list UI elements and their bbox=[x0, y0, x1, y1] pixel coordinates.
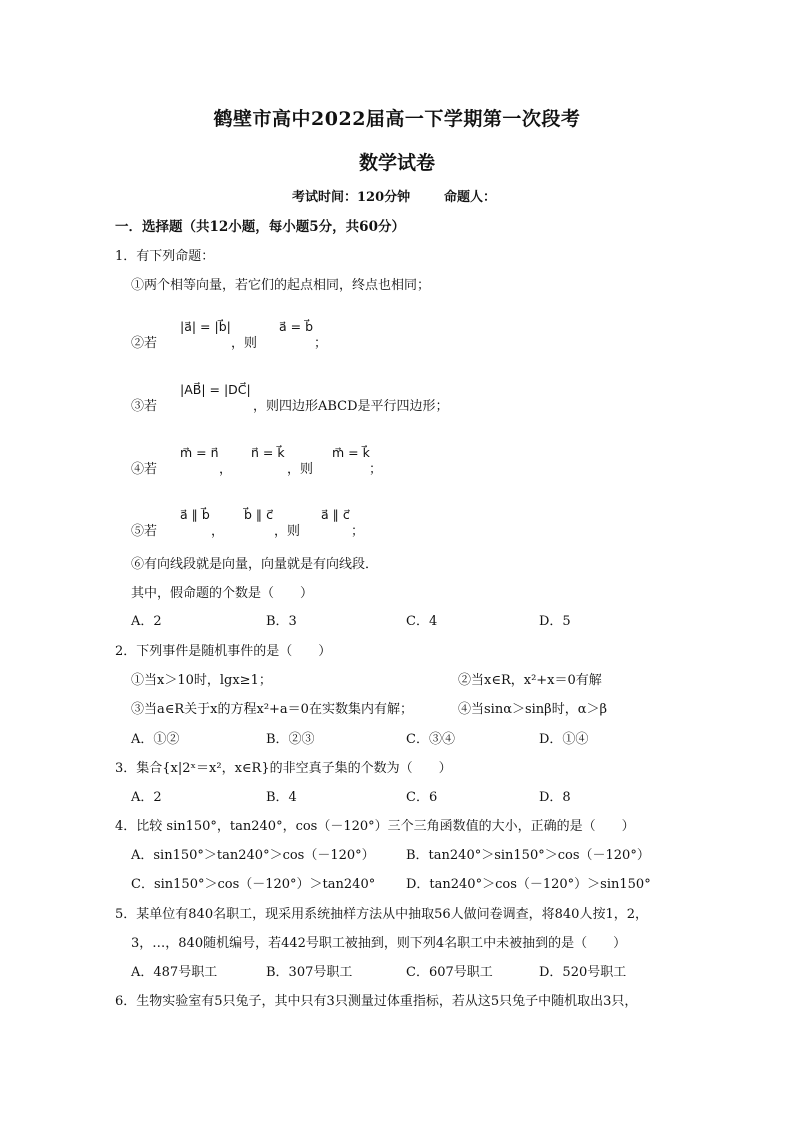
s5-sep: ， bbox=[211, 524, 225, 539]
q1-statement-6: ⑥有向线段就是向量，向量就是有向线段． bbox=[131, 557, 379, 572]
s4-sep: ， bbox=[219, 462, 233, 477]
exam-title: 鹤壁市高中2022届高一下学期第一次段考 bbox=[213, 108, 581, 130]
s2-formula-2: a⃗ = b⃗ bbox=[279, 319, 314, 334]
q4-stem: 4．比较 sin150°，tan240°，cos（－120°）三个三角函数值的大小，正确的是（ ） bbox=[115, 819, 635, 834]
q5-line-2: 3，…，840随机编号，若442号职工被抽到，则下列4名职工中未被抽到的是（ ） bbox=[131, 936, 627, 951]
s3-prefix: ③若 bbox=[131, 399, 158, 414]
s2-end: ； bbox=[314, 336, 328, 351]
s2-formula-1: |a⃗| = |b⃗| bbox=[180, 319, 231, 334]
q2-event-1: ①当x＞10时，lgx≥1； bbox=[131, 673, 272, 688]
s2-prefix: ②若 bbox=[131, 336, 158, 351]
q4-option-b: B．tan240°＞sin150°＞cos（－120°） bbox=[406, 848, 650, 863]
q4-option-c: C．sin150°＞cos（－120°）＞tan240° bbox=[131, 877, 376, 892]
q1-stem: 1．有下列命题： bbox=[115, 249, 215, 264]
q2-event-2: ②当x∈R，x²+x＝0有解 bbox=[458, 673, 602, 688]
s3-formula-1: |AB⃗| = |DC⃗| bbox=[180, 382, 251, 397]
s4-formula-3: m⃗ = k⃗ bbox=[332, 445, 370, 460]
q3-option-a: A．2 bbox=[131, 790, 162, 805]
s4-end: ； bbox=[369, 462, 383, 477]
q1-statement-2 bbox=[131, 315, 431, 355]
q4-option-a: A．sin150°＞tan240°＞cos（－120°） bbox=[131, 848, 375, 863]
s4-formula-2: n⃗ = k⃗ bbox=[251, 445, 285, 460]
s5-then: ，则 bbox=[274, 524, 301, 539]
q5-option-c: C．607号职工 bbox=[406, 965, 493, 980]
s3-end: ，则四边形ABCD是平行四边形； bbox=[253, 399, 449, 414]
s5-prefix: ⑤若 bbox=[131, 524, 158, 539]
q1-option-d: D．5 bbox=[539, 614, 571, 629]
q2-option-d: D．①④ bbox=[539, 732, 589, 747]
s5-formula-2: b⃗ ∥ c⃗ bbox=[244, 507, 274, 522]
q1-statement-3 bbox=[131, 378, 531, 418]
s4-formula-1: m⃗ = n⃗ bbox=[180, 445, 219, 460]
q3-option-d: D．8 bbox=[539, 790, 571, 805]
q5-option-b: B．307号职工 bbox=[266, 965, 353, 980]
q1-option-c: C．4 bbox=[406, 614, 438, 629]
q1-ask: 其中，假命题的个数是（ ） bbox=[131, 586, 314, 601]
q6-line-1: 6．生物实验室有5只兔子，其中只有3只测量过体重指标，若从这5只兔子中随机取出3只， bbox=[115, 994, 638, 1009]
q2-option-b: B．②③ bbox=[266, 732, 315, 747]
q1-option-b: B．3 bbox=[266, 614, 297, 629]
q5-option-a: A．487号职工 bbox=[131, 965, 218, 980]
s5-formula-1: a⃗ ∥ b⃗ bbox=[180, 507, 210, 522]
q2-option-c: C．③④ bbox=[406, 732, 455, 747]
q1-statement-1: ①两个相等向量，若它们的起点相同，终点也相同； bbox=[131, 278, 431, 293]
q1-option-a: A．2 bbox=[131, 614, 162, 629]
s4-then: ，则 bbox=[287, 462, 314, 477]
exam-time: 考试时间：120分钟 bbox=[292, 190, 411, 205]
q3-option-b: B．4 bbox=[266, 790, 297, 805]
s5-formula-3: a⃗ ∥ c⃗ bbox=[321, 507, 350, 522]
q2-stem: 2．下列事件是随机事件的是（ ） bbox=[115, 644, 332, 659]
exam-author: 命题人： bbox=[444, 190, 497, 205]
q1-statement-5 bbox=[131, 503, 431, 543]
s5-end: ； bbox=[351, 524, 365, 539]
q3-option-c: C．6 bbox=[406, 790, 438, 805]
q2-option-a: A．①② bbox=[131, 732, 180, 747]
q2-event-4: ④当sinα＞sinβ时，α＞β bbox=[458, 702, 607, 717]
q5-line-1: 5．某单位有840名职工，现采用系统抽样方法从中抽取56人做问卷调查，将840人按1，2， bbox=[115, 907, 648, 922]
q4-option-d: D．tan240°＞cos（－120°）＞sin150° bbox=[406, 877, 651, 892]
section-heading: 一．选择题（共12小题，每小题5分，共60分） bbox=[115, 219, 405, 235]
s2-then: ，则 bbox=[231, 336, 258, 351]
q2-event-3: ③当a∈R关于x的方程x²+a＝0在实数集内有解； bbox=[131, 702, 413, 717]
q1-statement-4 bbox=[131, 441, 431, 481]
s4-prefix: ④若 bbox=[131, 462, 158, 477]
q3-stem: 3．集合{x|2ˣ＝x²，x∈R}的非空真子集的个数为（ ） bbox=[115, 761, 452, 776]
exam-subtitle: 数学试卷 bbox=[358, 152, 435, 174]
q5-option-d: D．520号职工 bbox=[539, 965, 627, 980]
